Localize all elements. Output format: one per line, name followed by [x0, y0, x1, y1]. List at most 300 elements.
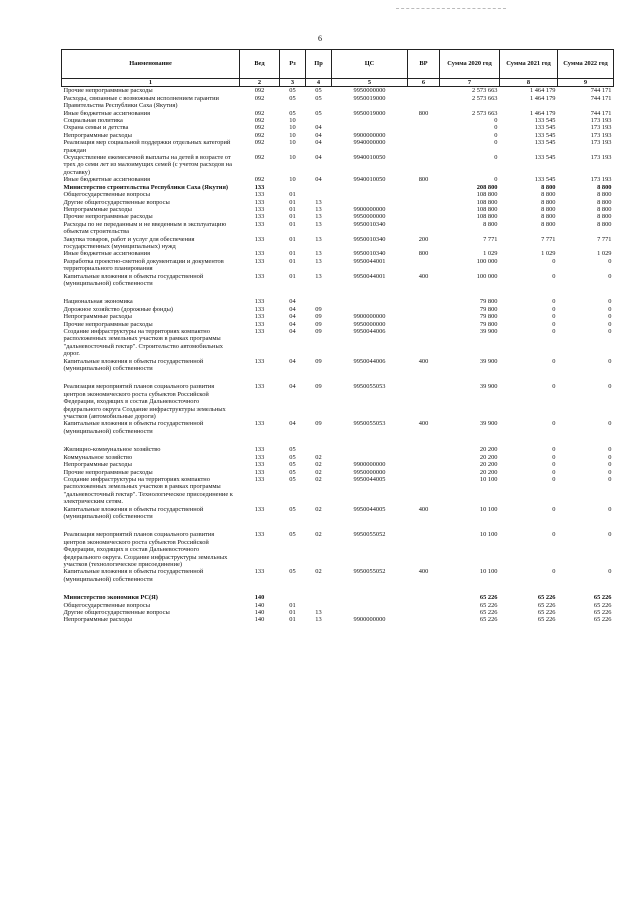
row-vr [408, 124, 440, 131]
row-sum-2021: 0 [552, 505, 556, 513]
table-row [62, 206, 614, 213]
row-sum-2020: 39 900 [479, 328, 498, 335]
table-row [62, 117, 614, 124]
row-rz: 04 [289, 357, 296, 365]
row-sum-2021: 1 464 179 [529, 109, 556, 117]
row-name: Создание инфраструктуры на территориях компактно расположенных земельных участков в рамках программы "дальневосточный гектар". Строительство автомобильных дорог. [63, 328, 223, 358]
row-name: Капитальные вложения в объекты государственной (муниципальной) собственности [63, 272, 204, 287]
row-sum-2022: 0 [608, 475, 612, 483]
row-pr: 04 [315, 124, 322, 132]
row-name: Закупка товаров, работ и услуг для обеспечения государственных (муниципальных) нужд [63, 235, 195, 250]
row-sum-2022: 0 [608, 272, 612, 280]
row-sum-2020: 0 [494, 124, 498, 132]
row-sum-2022: 8 800 [597, 220, 612, 228]
row-cs: 9940010050 [353, 154, 386, 162]
row-pr: 13 [315, 205, 322, 213]
row-sum-2020: 79 800 [479, 298, 498, 306]
row-name: Иные бюджетные ассигнования [63, 176, 151, 184]
row-cs: 9950055053 [353, 383, 386, 391]
row-sum-2022: 744 171 [590, 87, 612, 95]
row-rz: 05 [289, 453, 296, 461]
row-vr [408, 383, 440, 420]
row-name: Расходы, связанные с возможным исполнением гарантии Правительства Республики Саха (Якутия) [63, 94, 219, 110]
row-ved: 133 [254, 453, 265, 461]
row-pr: 13 [315, 616, 322, 624]
row-ved: 140 [254, 616, 265, 624]
table-row [62, 184, 614, 191]
row-ved: 092 [254, 154, 265, 162]
row-name: Реализация мероприятий планов социального развития центров экономического роста субъектов Российской Федерации, входящих в состав Дальневосточного федерального округа. Создание инфраструктуры земельных участков (технологическое присоединение) [63, 531, 228, 568]
row-pr: 13 [315, 609, 322, 616]
row-sum-2020: 108 800 [476, 191, 498, 199]
row-cs: 9950010340 [353, 220, 386, 228]
row-cs: 9950019000 [353, 94, 386, 102]
table-row [62, 383, 614, 420]
row-cs: 9950000000 [353, 213, 386, 221]
row-vr: 800 [418, 176, 429, 184]
row-sum-2021: 0 [552, 446, 556, 454]
row-rz: 05 [289, 468, 296, 476]
row-ved: 133 [254, 205, 265, 213]
row-cs: 9950044006 [353, 328, 386, 335]
row-sum-2021: 8 800 [541, 205, 556, 213]
row-sum-2021: 0 [552, 383, 556, 391]
row-pr: 13 [315, 235, 322, 243]
row-vr [408, 154, 440, 176]
spacer-row [62, 372, 614, 383]
row-sum-2021: 0 [552, 328, 556, 335]
row-pr: 09 [315, 305, 322, 313]
index-6: 6 [408, 79, 440, 87]
row-sum-2022: 0 [608, 505, 612, 513]
row-rz: 04 [289, 320, 296, 328]
row-vr [408, 117, 440, 124]
table-row [62, 454, 614, 461]
row-rz: 01 [289, 213, 296, 221]
row-name: Разработка проектно-сметной документации и документов территориального планирования [63, 257, 224, 273]
row-sum-2020: 39 900 [479, 420, 498, 428]
row-pr [306, 191, 332, 198]
row-rz: 10 [289, 117, 296, 125]
row-rz: 10 [289, 176, 296, 184]
row-rz: 01 [289, 601, 296, 609]
row-sum-2021: 8 800 [541, 198, 556, 206]
row-pr: 02 [315, 505, 322, 513]
row-rz: 04 [289, 313, 296, 321]
row-cs [332, 446, 408, 453]
row-name: Социальная политика [63, 117, 123, 125]
row-sum-2022: 0 [608, 383, 612, 391]
row-sum-2020: 208 800 [476, 183, 498, 191]
row-sum-2021: 0 [552, 357, 556, 365]
row-ved: 092 [254, 117, 265, 125]
row-name: Министерство строительства Республики Саха (Якутия) [63, 183, 229, 191]
row-rz: 01 [289, 198, 296, 206]
row-vr [408, 461, 440, 468]
row-pr: 04 [315, 154, 322, 162]
table-row [62, 358, 614, 373]
row-vr: 400 [418, 272, 429, 280]
row-sum-2020: 20 200 [479, 453, 498, 461]
row-cs: 9900000000 [353, 205, 386, 213]
row-pr [306, 594, 332, 601]
row-sum-2022: 8 800 [597, 198, 612, 206]
row-rz: 10 [289, 154, 296, 162]
row-sum-2022: 65 226 [593, 594, 612, 602]
header-rz: Рз [280, 50, 306, 79]
row-sum-2020: 79 800 [479, 313, 498, 321]
row-sum-2021: 0 [552, 420, 556, 428]
row-pr [306, 184, 332, 191]
spacer-cell [62, 435, 614, 446]
row-cs: 9950019000 [353, 109, 386, 117]
row-cs: 9950000000 [353, 87, 386, 95]
row-name: Капитальные вложения в объекты государственной (муниципальной) собственности [63, 357, 204, 373]
row-sum-2021: 1 464 179 [529, 94, 556, 102]
row-cs [332, 602, 408, 609]
row-sum-2022: 8 800 [597, 213, 612, 221]
table-row [62, 602, 614, 609]
row-cs: 9950055052 [353, 568, 386, 576]
row-vr [408, 476, 440, 506]
row-sum-2022: 1 029 [597, 250, 612, 258]
row-vr [408, 446, 440, 453]
row-rz: 01 [289, 257, 296, 265]
row-ved: 133 [254, 328, 265, 335]
row-pr: 09 [315, 383, 322, 391]
row-sum-2021: 0 [552, 475, 556, 483]
row-pr [306, 117, 332, 124]
row-sum-2020: 108 800 [476, 198, 498, 206]
row-sum-2022: 173 193 [590, 139, 612, 147]
row-sum-2021: 133 545 [534, 131, 556, 139]
row-sum-2020: 20 200 [479, 468, 498, 476]
row-ved: 140 [254, 601, 265, 609]
row-sum-2020: 65 226 [479, 616, 498, 624]
row-name: Жилищно-коммунальное хозяйство [63, 446, 161, 454]
row-name: Непрограммные расходы [63, 205, 132, 213]
row-sum-2022: 0 [608, 446, 612, 454]
row-sum-2021: 133 545 [534, 139, 556, 147]
row-vr [408, 531, 440, 568]
row-sum-2022: 8 800 [597, 191, 612, 199]
row-ved: 092 [254, 176, 265, 184]
row-ved: 133 [254, 461, 265, 469]
row-name: Реализация мер социальной поддержки отдельных категорий граждан [63, 139, 231, 154]
header-ved: Вед [240, 50, 280, 79]
row-sum-2021: 0 [552, 298, 556, 306]
row-sum-2022: 0 [608, 320, 612, 328]
row-sum-2022: 0 [608, 420, 612, 428]
row-sum-2021: 7 771 [541, 235, 556, 243]
row-vr [408, 87, 440, 95]
row-cs: 9950010340 [353, 235, 386, 243]
table-body [62, 87, 614, 624]
row-vr: 400 [418, 420, 429, 428]
row-sum-2022: 65 226 [593, 609, 612, 616]
table-row [62, 132, 614, 139]
row-name: Другие общегосударственные вопросы [63, 198, 170, 206]
index-8: 8 [500, 79, 558, 87]
row-ved: 133 [254, 305, 265, 313]
row-name: Другие общегосударственные вопросы [63, 609, 170, 616]
header-sum-2022: Сумма 2022 год [558, 50, 614, 79]
row-ved: 133 [254, 213, 265, 221]
header-cs: ЦС [332, 50, 408, 79]
row-vr [408, 184, 440, 191]
row-name: Иные бюджетные ассигнования [63, 109, 151, 117]
row-sum-2021: 133 545 [534, 154, 556, 162]
row-name: Непрограммные расходы [63, 616, 132, 624]
row-sum-2022: 173 193 [590, 176, 612, 184]
row-ved: 092 [254, 94, 265, 102]
row-sum-2020: 39 900 [479, 357, 498, 365]
spacer-row [62, 520, 614, 531]
table-row [62, 306, 614, 313]
index-1: 1 [62, 79, 240, 87]
row-sum-2022: 65 226 [593, 601, 612, 609]
row-sum-2020: 0 [494, 176, 498, 184]
row-name: Капитальные вложения в объекты государственной (муниципальной) собственности [63, 505, 204, 520]
row-vr: 800 [418, 250, 429, 258]
row-ved: 133 [254, 235, 265, 243]
row-sum-2020: 39 900 [479, 383, 498, 391]
table-row [62, 124, 614, 131]
row-ved: 133 [254, 313, 265, 321]
row-ved: 133 [254, 250, 265, 258]
row-pr: 13 [315, 250, 322, 258]
row-name: Реализация мероприятий планов социального развития центров экономического роста субъектов Российской Федерации, входящих в состав Дальневосточного федерального округа Создание инфраструктуры земельных участков (автомобильные дороги) [63, 383, 226, 421]
row-sum-2021: 1 464 179 [529, 87, 556, 95]
row-name: Общегосударственные вопросы [63, 191, 151, 199]
row-ved: 140 [254, 609, 265, 616]
row-name: Иные бюджетные ассигнования [63, 250, 151, 258]
row-ved: 133 [254, 298, 265, 306]
row-sum-2020: 10 100 [479, 505, 498, 513]
table-row [62, 469, 614, 476]
row-sum-2022: 744 171 [590, 94, 612, 102]
row-vr: 200 [418, 235, 429, 243]
table-row [62, 328, 614, 358]
table-row [62, 95, 614, 110]
row-sum-2021: 0 [552, 461, 556, 469]
row-sum-2021: 1 029 [541, 250, 556, 258]
spacer-row [62, 435, 614, 446]
row-rz: 10 [289, 139, 296, 147]
row-sum-2021: 0 [552, 468, 556, 476]
row-rz: 01 [289, 205, 296, 213]
table-row [62, 221, 614, 236]
row-cs [332, 117, 408, 124]
row-rz: 05 [289, 87, 296, 95]
row-rz: 10 [289, 131, 296, 139]
row-pr: 04 [315, 131, 322, 139]
row-pr: 13 [315, 213, 322, 221]
row-name: Непрограммные расходы [63, 461, 132, 469]
row-sum-2022: 7 771 [597, 235, 612, 243]
row-name: Общегосударственные вопросы [63, 601, 151, 609]
row-sum-2021: 0 [552, 313, 556, 321]
row-sum-2021: 133 545 [534, 176, 556, 184]
row-name: Прочие непрограммные расходы [63, 87, 153, 95]
row-cs: 9900000000 [353, 131, 386, 139]
row-vr [408, 454, 440, 461]
spacer-cell [62, 520, 614, 531]
row-cs: 9950044006 [353, 357, 386, 365]
row-ved: 140 [254, 594, 265, 602]
row-vr [408, 95, 440, 110]
row-vr [408, 321, 440, 328]
row-sum-2021: 0 [552, 257, 556, 265]
table-row [62, 298, 614, 305]
row-sum-2022: 0 [608, 298, 612, 306]
row-pr [306, 446, 332, 453]
row-sum-2020: 0 [494, 117, 498, 125]
row-pr: 13 [315, 257, 322, 265]
row-sum-2021: 8 800 [541, 220, 556, 228]
row-sum-2022: 0 [608, 453, 612, 461]
index-2: 2 [240, 79, 280, 87]
row-rz: 01 [289, 220, 296, 228]
row-sum-2021: 0 [552, 272, 556, 280]
row-sum-2021: 8 800 [541, 191, 556, 199]
row-sum-2021: 0 [552, 453, 556, 461]
row-pr: 13 [315, 198, 322, 206]
header-name: Наименование [62, 50, 240, 79]
row-cs [332, 199, 408, 206]
row-vr [408, 213, 440, 220]
row-vr: 400 [418, 357, 429, 365]
row-sum-2021: 0 [552, 568, 556, 576]
row-cs: 9940010050 [353, 176, 386, 184]
row-cs: 9950000000 [353, 468, 386, 476]
row-ved: 133 [254, 191, 265, 199]
table-row [62, 616, 614, 623]
row-sum-2020: 1 029 [483, 250, 498, 258]
row-sum-2022: 173 193 [590, 117, 612, 125]
row-rz: 01 [289, 272, 296, 280]
row-sum-2020: 2 573 663 [471, 109, 498, 117]
index-5: 5 [332, 79, 408, 87]
row-cs [332, 191, 408, 198]
row-sum-2021: 65 226 [537, 601, 556, 609]
row-vr: 800 [418, 109, 429, 117]
row-sum-2020: 100 000 [476, 272, 498, 280]
spacer-cell [62, 583, 614, 594]
table-row [62, 176, 614, 183]
row-name: Министерство экономики РС(Я) [63, 594, 158, 602]
table-header-row [62, 50, 614, 79]
row-vr [408, 298, 440, 305]
row-rz: 05 [289, 94, 296, 102]
table-row [62, 87, 614, 95]
row-sum-2021: 133 545 [534, 117, 556, 125]
row-sum-2022: 0 [608, 313, 612, 321]
row-sum-2020: 65 226 [479, 609, 498, 616]
table-row [62, 313, 614, 320]
row-sum-2022: 0 [608, 305, 612, 313]
row-sum-2022: 0 [608, 328, 612, 335]
row-ved: 092 [254, 87, 265, 95]
table-row [62, 506, 614, 521]
table-row [62, 476, 614, 506]
row-ved: 133 [254, 531, 265, 539]
table-row [62, 594, 614, 601]
row-name: Капитальные вложения в объекты государственной (муниципальной) собственности [63, 568, 204, 583]
row-name: Коммунальное хозяйство [63, 453, 133, 461]
row-sum-2020: 0 [494, 131, 498, 139]
table-row [62, 199, 614, 206]
table-index-row [62, 79, 614, 87]
row-ved: 092 [254, 124, 265, 132]
row-pr [306, 298, 332, 305]
row-pr: 13 [315, 272, 322, 280]
row-vr [408, 594, 440, 601]
row-rz: 05 [289, 461, 296, 469]
row-rz: 04 [289, 420, 296, 428]
row-sum-2020: 7 771 [483, 235, 498, 243]
row-name: Дорожное хозяйство (дорожные фонды) [63, 305, 174, 313]
row-cs: 9950055053 [353, 420, 386, 428]
row-rz [280, 184, 306, 191]
row-cs [332, 609, 408, 616]
table-row [62, 461, 614, 468]
row-cs: 9900000000 [353, 461, 386, 469]
index-9: 9 [558, 79, 614, 87]
row-sum-2022: 8 800 [597, 205, 612, 213]
table-row [62, 531, 614, 568]
row-rz: 01 [289, 235, 296, 243]
row-rz: 01 [289, 609, 296, 616]
row-pr: 02 [315, 475, 322, 483]
row-cs [332, 184, 408, 191]
row-sum-2022: 0 [608, 257, 612, 265]
header-sum-2021: Сумма 2021 год [500, 50, 558, 79]
row-sum-2020: 100 000 [476, 257, 498, 265]
row-rz: 05 [289, 475, 296, 483]
row-ved: 133 [254, 272, 265, 280]
table-row [62, 110, 614, 117]
row-cs [332, 594, 408, 601]
row-sum-2020: 0 [494, 154, 498, 162]
row-rz [280, 594, 306, 601]
row-sum-2021: 65 226 [537, 594, 556, 602]
row-pr: 09 [315, 328, 322, 335]
table-row [62, 154, 614, 176]
row-name: Прочие непрограммные расходы [63, 320, 153, 328]
row-sum-2022: 173 193 [590, 124, 612, 132]
row-vr [408, 191, 440, 198]
row-cs [332, 454, 408, 461]
row-ved: 092 [254, 139, 265, 147]
row-vr [408, 469, 440, 476]
row-cs: 9950000000 [353, 320, 386, 328]
row-vr [408, 139, 440, 154]
row-ved: 133 [254, 220, 265, 228]
row-rz: 04 [289, 298, 296, 306]
row-sum-2020: 79 800 [479, 305, 498, 313]
row-ved: 133 [254, 320, 265, 328]
row-sum-2020: 10 100 [479, 475, 498, 483]
row-pr: 02 [315, 453, 322, 461]
row-cs [332, 306, 408, 313]
table-row [62, 609, 614, 616]
row-name: Расходы по не переданным и не введенным в эксплуатацию объектам строительства [63, 220, 227, 236]
row-pr: 09 [315, 357, 322, 365]
row-sum-2020: 65 226 [479, 594, 498, 602]
row-sum-2020: 10 100 [479, 568, 498, 576]
row-cs [332, 124, 408, 131]
